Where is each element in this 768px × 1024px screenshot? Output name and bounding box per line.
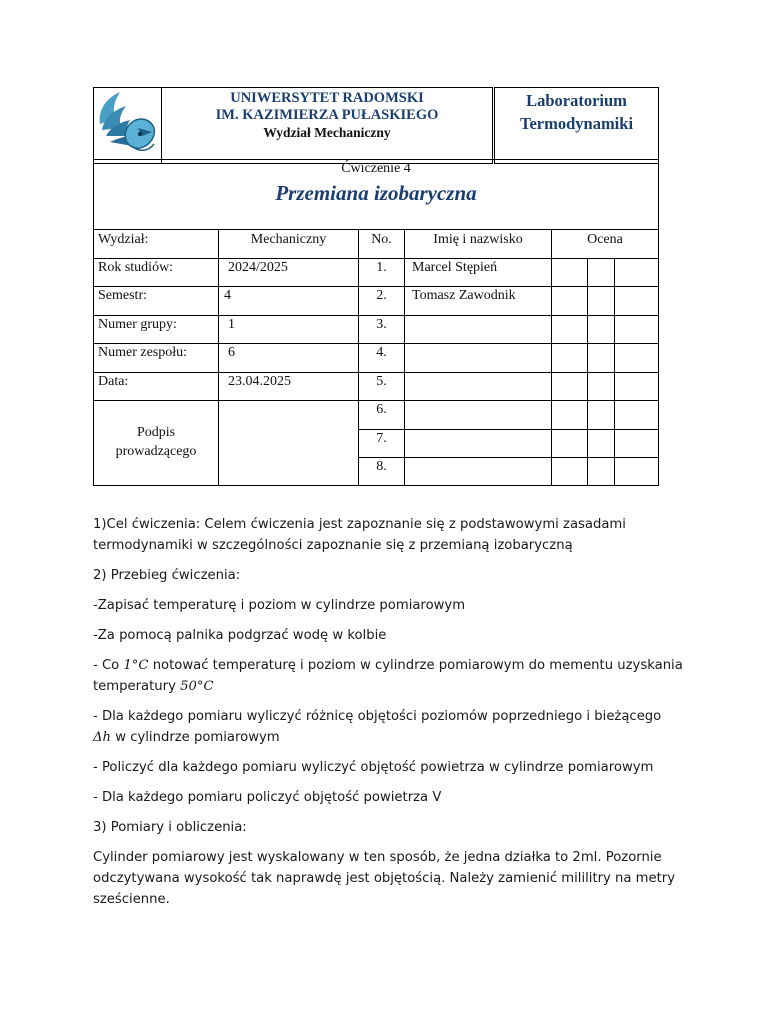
- member-no-4: 4.: [376, 345, 387, 360]
- step-record-every-degree: [93, 655, 683, 697]
- procedure-heading: 2) Przebieg ćwiczenia:: [93, 568, 241, 583]
- exercise-number: Ćwiczenie 4: [341, 161, 411, 176]
- report-body: [93, 514, 683, 919]
- semester-label: Semestr:: [98, 288, 147, 303]
- signature-label: [94, 423, 218, 461]
- no-header: No.: [371, 232, 392, 247]
- goal-paragraph: 1)Cel ćwiczenia: Celem ćwiczenia jest zapoznanie się z podstawowymi zasadami termodynamiki w szczególności zapoznanie się z przemianą izobaryczną: [93, 517, 626, 553]
- math-50c: 50°C: [180, 679, 214, 694]
- measurements-heading: 3) Pomiary i obliczenia:: [93, 820, 247, 835]
- step-air-volume-cylinder: - Policzyć dla każdego pomiaru wyliczyć objętość powietrza w cylindrze pomiarowym: [93, 760, 654, 775]
- winged-bird-logo-icon: [94, 88, 160, 158]
- date-label: Data:: [98, 374, 129, 389]
- step-air-volume-v: - Dla każdego pomiaru policzyć objętość powietrza V: [93, 790, 442, 805]
- signature-label-line1: Podpis: [136, 425, 176, 440]
- member-no-3: 3.: [376, 317, 387, 332]
- math-delta-h: Δh: [93, 730, 112, 745]
- signature-label-line2: prowadzącego: [115, 444, 197, 459]
- date-value: 23.04.2025: [228, 374, 291, 389]
- faculty-name: Wydział Mechaniczny: [263, 125, 391, 140]
- cylinder-paragraph: Cylinder pomiarowy jest wyskalowany w ten sposób, że jedna działka to 2ml. Pozornie odczytywana wysokość tak naprawdę jest objętością. Należy zamienić mililitry na metry sześcienne.: [93, 850, 676, 907]
- member-no-2: 2.: [376, 288, 387, 303]
- step-text-c: - Dla każdego pomiaru wyliczyć różnicę objętości poziomów poprzedniego i bieżącego: [93, 709, 662, 724]
- faculty-value: Mechaniczny: [250, 232, 327, 247]
- header-table: [93, 87, 659, 164]
- step-text-b: notować temperaturę i poziom w cylindrze pomiarowym do mementu uzyskania temperatury: [93, 658, 683, 694]
- exercise-title: Przemiana izobaryczna: [275, 181, 477, 205]
- member-no-7: 7.: [376, 431, 387, 446]
- lab-name-line2: Termodynamiki: [519, 114, 634, 133]
- group-label: Numer grupy:: [98, 317, 177, 332]
- step-volume-difference: [93, 706, 683, 748]
- team-label: Numer zespołu:: [98, 345, 188, 360]
- semester-value: 4: [224, 288, 231, 303]
- member-name-1: Marcel Stępień: [412, 260, 498, 275]
- university-patron: IM. KAZIMIERZA PUŁASKIEGO: [215, 107, 439, 123]
- university-name: UNIWERSYTET RADOMSKI: [230, 90, 424, 106]
- step-heat-water: -Za pomocą palnika podgrzać wodę w kolbie: [93, 628, 387, 643]
- team-value: 6: [228, 345, 235, 360]
- university-cell: [162, 88, 494, 164]
- report-form: [93, 159, 659, 486]
- name-header: Imię i nazwisko: [433, 232, 523, 247]
- member-no-6: 6.: [376, 402, 387, 417]
- math-1c: 1°C: [123, 658, 149, 673]
- member-no-8: 8.: [376, 459, 387, 474]
- step-text-d: w cylindrze pomiarowym: [111, 730, 280, 745]
- group-value: 1: [228, 317, 235, 332]
- grade-header: Ocena: [587, 232, 623, 247]
- member-no-1: 1.: [376, 260, 387, 275]
- member-no-5: 5.: [376, 374, 387, 389]
- lab-cell: [494, 88, 659, 164]
- step-text-a: - Co: [93, 658, 124, 673]
- year-label: Rok studiów:: [98, 260, 174, 275]
- faculty-label: Wydział:: [98, 232, 149, 247]
- year-value: 2024/2025: [228, 260, 288, 275]
- member-name-2: Tomasz Zawodnik: [412, 288, 516, 303]
- logo-cell: [94, 88, 162, 164]
- lab-name-line1: Laboratorium: [526, 91, 627, 110]
- step-record-temperature: -Zapisać temperaturę i poziom w cylindrze pomiarowym: [93, 598, 466, 613]
